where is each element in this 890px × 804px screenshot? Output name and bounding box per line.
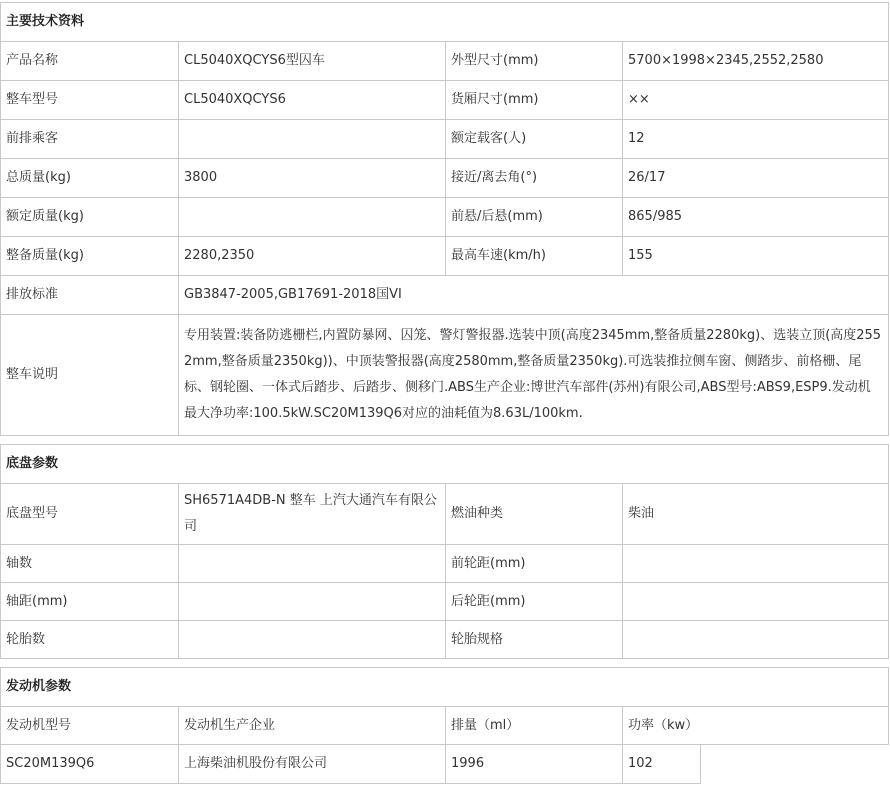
engine-title: 发动机参数 (1, 668, 889, 707)
spec-label: 整车型号 (1, 81, 179, 120)
spec-label: 货厢尺寸(mm) (446, 81, 623, 120)
table-row (1, 237, 889, 276)
description-label: 整车说明 (1, 315, 179, 436)
spec-label: 产品名称 (1, 42, 179, 81)
spec-label: 总质量(kg) (1, 159, 179, 198)
description-value: 专用装置:装备防逃栅栏,内置防暴网、囚笼、警灯警报器.选装中顶(高度2345mm,整备质量2280kg)、选装立顶(高度2552mm,整备质量2350kg))、中顶装警报器(高度2580mm,整备质量2350kg).可选装推拉侧车窗、侧踏步、前格栅、尾标、钢轮圈、一体式后踏步、后踏步、侧移门.ABS生产企业:博世汽车部件(苏州)有限公司,ABS型号:ABS9,ESP9.发动机最大净功率:100.5kW.SC20M139Q6对应的油耗值为8.63L/100km. (179, 315, 889, 436)
spec-label: 燃油种类 (446, 484, 623, 545)
spec-value: 12 (623, 120, 889, 159)
table-row (1, 81, 889, 120)
spec-label: 外型尺寸(mm) (446, 42, 623, 81)
spec-value: 26/17 (623, 159, 889, 198)
spec-value: 2280,2350 (179, 237, 446, 276)
table-row (1, 621, 889, 659)
table-row (1, 745, 889, 784)
column-header: 发动机生产企业 (179, 707, 446, 745)
column-header: 发动机型号 (1, 707, 179, 745)
spec-sheet (0, 2, 888, 784)
table-row (1, 545, 889, 583)
spec-value: CL5040XQCYS6 (179, 81, 446, 120)
spec-value (623, 583, 889, 621)
spec-label: 额定载客(人) (446, 120, 623, 159)
table-row (1, 707, 889, 745)
spec-value: 865/985 (623, 198, 889, 237)
spec-label: 前悬/后悬(mm) (446, 198, 623, 237)
engine-displacement: 1996 (446, 745, 623, 784)
spec-value (179, 198, 446, 237)
engine-model: SC20M139Q6 (1, 745, 179, 784)
table-row (1, 484, 889, 545)
chassis-title: 底盘参数 (1, 445, 889, 484)
spec-label: 前轮距(mm) (446, 545, 623, 583)
spec-value: CL5040XQCYS6型囚车 (179, 42, 446, 81)
table-row (1, 42, 889, 81)
spec-value (179, 120, 446, 159)
table-row (1, 315, 889, 436)
main-specs-table (0, 2, 889, 436)
engine-table (0, 667, 889, 784)
spec-label: 整备质量(kg) (1, 237, 179, 276)
spec-label: 轴距(mm) (1, 583, 179, 621)
spec-label: 轮胎数 (1, 621, 179, 659)
spec-label: 最高车速(km/h) (446, 237, 623, 276)
spec-label: 底盘型号 (1, 484, 179, 545)
spec-label: 后轮距(mm) (446, 583, 623, 621)
table-row (1, 198, 889, 237)
column-header: 排量（ml） (446, 707, 623, 745)
spec-value: 155 (623, 237, 889, 276)
spec-label: 额定质量(kg) (1, 198, 179, 237)
spec-value (179, 621, 446, 659)
spec-value (623, 621, 889, 659)
emission-label: 排放标准 (1, 276, 179, 315)
engine-power: 102 (623, 745, 701, 784)
spec-label: 轮胎规格 (446, 621, 623, 659)
table-row (1, 583, 889, 621)
spec-value (623, 545, 889, 583)
spec-label: 轴数 (1, 545, 179, 583)
spec-value: ×× (623, 81, 889, 120)
spec-value (179, 583, 446, 621)
spec-label: 接近/离去角(°) (446, 159, 623, 198)
spec-value: 5700×1998×2345,2552,2580 (623, 42, 889, 81)
table-row (1, 276, 889, 315)
spec-value (179, 545, 446, 583)
spec-value: SH6571A4DB-N 整车 上汽大通汽车有限公司 (179, 484, 446, 545)
table-row (1, 120, 889, 159)
engine-manufacturer: 上海柴油机股份有限公司 (179, 745, 446, 784)
table-row (1, 159, 889, 198)
chassis-table (0, 444, 889, 659)
main-specs-title: 主要技术资料 (1, 3, 889, 42)
column-header: 功率（kw） (623, 707, 889, 745)
spec-label: 前排乘客 (1, 120, 179, 159)
spec-value: 柴油 (623, 484, 889, 545)
empty-cell (701, 745, 889, 784)
emission-value: GB3847-2005,GB17691-2018国VI (179, 276, 889, 315)
spec-value: 3800 (179, 159, 446, 198)
